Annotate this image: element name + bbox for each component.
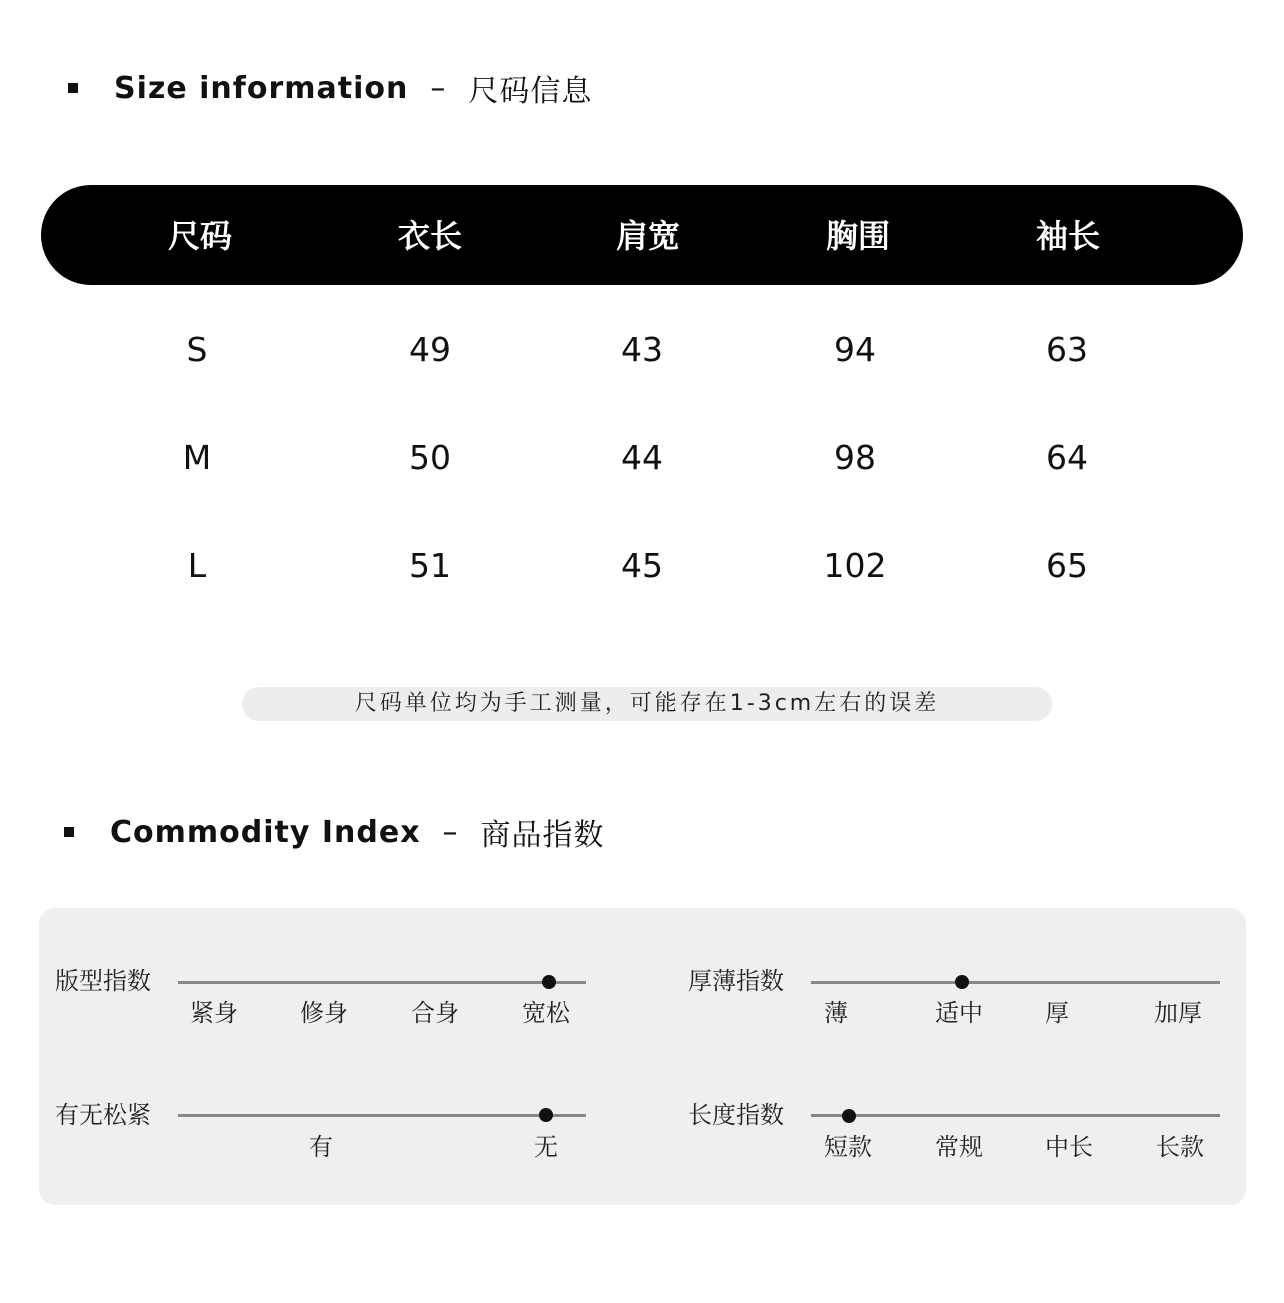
- bullet-icon: [64, 827, 74, 837]
- table-cell: 45: [621, 546, 663, 585]
- size-info-separator: –: [430, 70, 447, 106]
- thickness-option: 加厚: [1154, 999, 1202, 1027]
- fit-option: 紧身: [190, 999, 238, 1027]
- length-index-track: [811, 1114, 1220, 1117]
- fit-option: 宽松: [522, 999, 570, 1027]
- table-cell: 64: [1046, 438, 1088, 477]
- table-cell: 51: [409, 546, 451, 585]
- table-cell: S: [186, 330, 208, 369]
- length-index-marker: [842, 1109, 856, 1123]
- commodity-title-en: Commodity Index: [110, 814, 421, 850]
- table-cell: 44: [621, 438, 663, 477]
- measurement-note: 尺码单位均为手工测量，可能存在1-3cm左右的误差: [242, 687, 1052, 721]
- length-option: 中长: [1045, 1133, 1093, 1161]
- size-info-title-en: Size information: [114, 70, 409, 106]
- table-cell: 94: [834, 330, 876, 369]
- length-index-label: 长度指数: [688, 1101, 784, 1129]
- length-option: 常规: [935, 1133, 983, 1161]
- commodity-separator: –: [442, 814, 459, 850]
- header-length: 衣长: [397, 217, 463, 255]
- size-info-title-cn: 尺码信息: [468, 74, 593, 109]
- table-cell: 65: [1046, 546, 1088, 585]
- table-cell: 50: [409, 438, 451, 477]
- thickness-option: 适中: [935, 999, 983, 1027]
- thickness-index-track: [811, 981, 1220, 984]
- table-cell: 43: [621, 330, 663, 369]
- elastic-option: 无: [534, 1133, 558, 1161]
- table-cell: L: [187, 546, 207, 585]
- thickness-index-marker: [955, 975, 969, 989]
- commodity-index-panel: [39, 908, 1246, 1205]
- bullet-icon: [68, 83, 78, 93]
- fit-index-label: 版型指数: [55, 967, 151, 995]
- thickness-index-label: 厚薄指数: [688, 967, 784, 995]
- thickness-option: 薄: [824, 999, 848, 1027]
- elastic-option: 有: [309, 1133, 333, 1161]
- fit-option: 修身: [300, 999, 348, 1027]
- header-size: 尺码: [167, 217, 233, 255]
- elastic-index-track: [178, 1114, 586, 1117]
- header-sleeve: 袖长: [1035, 217, 1101, 255]
- elastic-index-label: 有无松紧: [55, 1101, 151, 1129]
- header-chest: 胸围: [825, 217, 891, 255]
- header-shoulder: 肩宽: [615, 217, 681, 255]
- table-cell: 98: [834, 438, 876, 477]
- commodity-index-title: [64, 810, 605, 854]
- thickness-option: 厚: [1045, 999, 1069, 1027]
- table-cell: 63: [1046, 330, 1088, 369]
- size-table-header: [41, 185, 1243, 285]
- length-option: 短款: [824, 1133, 872, 1161]
- fit-index-marker: [542, 975, 556, 989]
- fit-option: 合身: [411, 999, 459, 1027]
- size-info-title: [68, 66, 592, 110]
- table-cell: 102: [823, 546, 887, 585]
- length-option: 长款: [1156, 1133, 1204, 1161]
- table-cell: M: [182, 438, 212, 477]
- fit-index-track: [178, 981, 586, 984]
- commodity-title-cn: 商品指数: [480, 818, 605, 853]
- elastic-index-marker: [539, 1108, 553, 1122]
- table-cell: 49: [409, 330, 451, 369]
